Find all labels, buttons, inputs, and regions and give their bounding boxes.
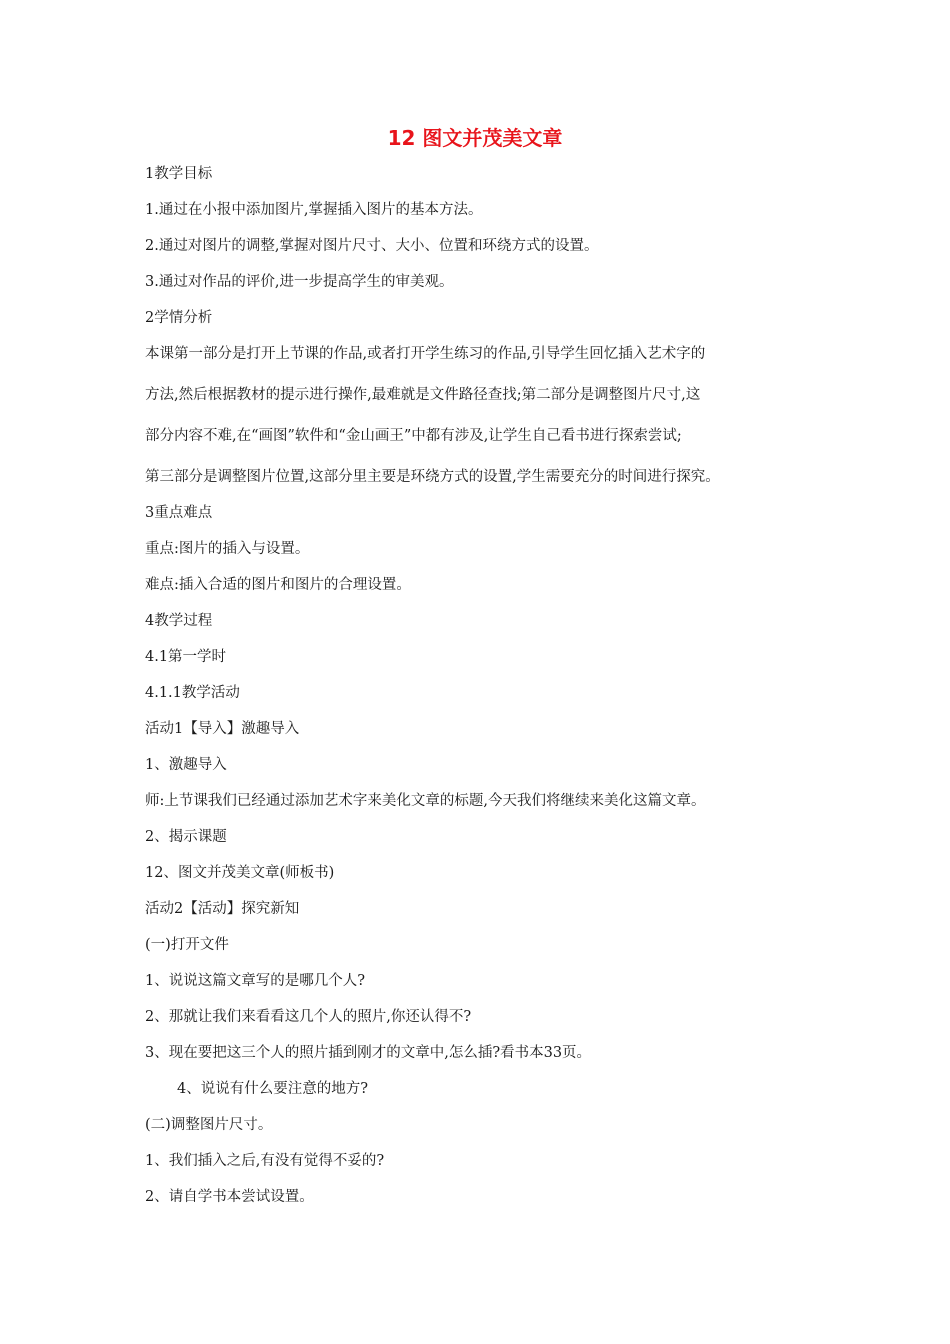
goal-item: 3.通过对作品的评价,进一步提高学生的审美观。 <box>145 274 454 290</box>
list-item: 12、图文并茂美文章(师板书) <box>145 865 335 881</box>
paragraph-line: 师:上节课我们已经通过添加艺术字来美化文章的标题,今天我们将继续来美化这篇文章。 <box>145 793 706 809</box>
activity-heading: 活动1【导入】激趣导入 <box>145 721 300 737</box>
difficulty-point: 难点:插入合适的图片和图片的合理设置。 <box>145 577 411 593</box>
paragraph-line: 本课第一部分是打开上节课的作品,或者打开学生练习的作品,引导学生回忆插入艺术字的 <box>145 346 706 362</box>
subsection-heading: 4.1第一学时 <box>145 649 227 665</box>
list-item: 1、激趣导入 <box>145 757 227 773</box>
key-point: 重点:图片的插入与设置。 <box>145 541 310 557</box>
section-heading-teaching-goals: 1教学目标 <box>145 166 213 182</box>
section-heading-process: 4教学过程 <box>145 613 213 629</box>
list-item: 1、我们插入之后,有没有觉得不妥的? <box>145 1153 385 1169</box>
section-heading-key-points: 3重点难点 <box>145 505 213 521</box>
document-title: 12 图文并茂美文章 <box>387 126 563 150</box>
list-item: 2、揭示课题 <box>145 829 227 845</box>
list-item: 2、请自学书本尝试设置。 <box>145 1189 314 1205</box>
list-item: 1、说说这篇文章写的是哪几个人? <box>145 973 365 989</box>
list-item: (二)调整图片尺寸。 <box>145 1117 273 1133</box>
section-heading-analysis: 2学情分析 <box>145 310 213 326</box>
activity-heading: 活动2【活动】探究新知 <box>145 901 300 917</box>
list-item: 4、说说有什么要注意的地方? <box>177 1081 368 1097</box>
paragraph-line: 部分内容不难,在“画图”软件和“金山画王”中都有涉及,让学生自己看书进行探索尝试; <box>145 428 682 444</box>
goal-item: 2.通过对图片的调整,掌握对图片尺寸、大小、位置和环绕方式的设置。 <box>145 238 599 254</box>
list-item: (一)打开文件 <box>145 937 229 953</box>
paragraph-line: 方法,然后根据教材的提示进行操作,最难就是文件路径查找;第二部分是调整图片尺寸,这 <box>145 387 701 403</box>
list-item: 2、那就让我们来看看这几个人的照片,你还认得不? <box>145 1009 472 1025</box>
subsection-heading: 4.1.1教学活动 <box>145 685 240 701</box>
goal-item: 1.通过在小报中添加图片,掌握插入图片的基本方法。 <box>145 202 483 218</box>
paragraph-line: 第三部分是调整图片位置,这部分里主要是环绕方式的设置,学生需要充分的时间进行探究。 <box>145 469 720 485</box>
list-item: 3、现在要把这三个人的照片插到刚才的文章中,怎么插?看书本33页。 <box>145 1045 592 1061</box>
